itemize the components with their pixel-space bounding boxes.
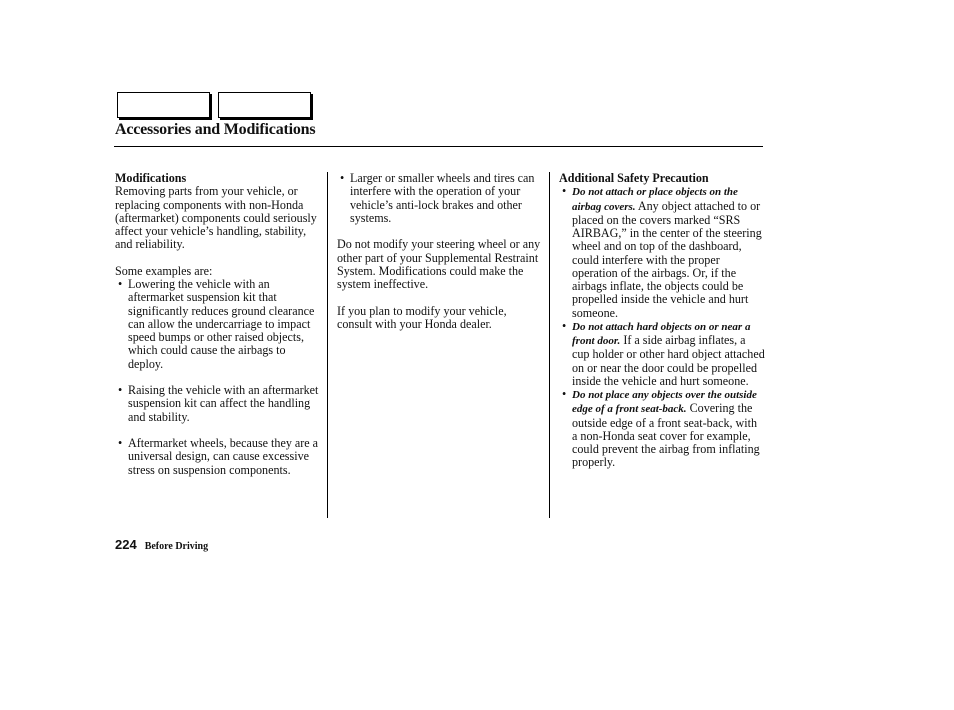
warning-text: If a side airbag inflates, a cup holder or other hard object attached on or near the door could be propelled inside the vehicle and hurt someone. [572,333,765,388]
list-item: • Larger or smaller wheels and tires can interfere with the operation of your vehicle’s anti-lock brakes and other systems. [337,172,543,225]
dealer-paragraph: If you plan to modify your vehicle, consult with your Honda dealer. [337,303,507,331]
examples-list [115,278,319,477]
nav-button-previous[interactable] [117,92,210,118]
modifications-heading: Modifications [115,171,187,185]
list-item: • Lowering the vehicle with an aftermarket suspension kit that significantly reduces ground clearance can allow the undercarriage to impact speed bumps or other raised objects, which could cause the airbags to deploy. [115,278,319,371]
column-safety-precaution [559,172,765,470]
warning-emphasis: Do not attach or place objects on the airbag covers. [572,186,738,213]
examples-label: Some examples are: [115,263,213,278]
warning-text: Covering the outside edge of a front seat-back, with a non-Honda seat cover for example, could prevent the airbag from inflating properly. [572,401,760,470]
list-item: • Raising the vehicle with an aftermarket suspension kit can affect the handling and stability. [115,384,319,424]
list-item [559,388,765,470]
page-title: Accessories and Modifications [115,121,316,138]
safety-heading: Additional Safety Precaution [559,171,709,185]
column-modifications [115,172,319,477]
title-rule [114,146,763,147]
page-footer [115,536,208,554]
nav-button-next[interactable] [218,92,311,118]
list-item: • Aftermarket wheels, because they are a universal design, can cause excessive stress on suspension components. [115,437,319,477]
warning-emphasis: Do not place any objects over the outside edge of a front seat-back. [572,389,757,416]
warning-emphasis: Do not attach hard objects on or near a front door. [572,320,751,347]
section-name: Before Driving [144,541,209,552]
steering-paragraph: Do not modify your steering wheel or any other part of your Supplemental Restraint System. Modifications could make the system ineffective. [337,237,541,291]
page-number: 224 [115,537,137,552]
warning-text: Any object attached to or placed on the covers marked “SRS AIRBAG,” in the center of the steering wheel and on top of the dashboard, could interfere with the proper operation of the airbags. Or, if the airbags inflate, the objects could be propelled inside the vehicle and hurt someone. [572,198,762,320]
safety-list [559,185,765,469]
modifications-intro: Removing parts from your vehicle, or replacing components with non-Honda (aftermarket) components could seriously affect your vehicle’s handling, stability, and reliability. [115,184,317,252]
list-item [559,320,765,388]
list-item [559,185,765,320]
column-divider [327,172,328,518]
wheels-list [337,172,543,225]
column-divider [549,172,550,518]
column-wheels [337,172,543,344]
